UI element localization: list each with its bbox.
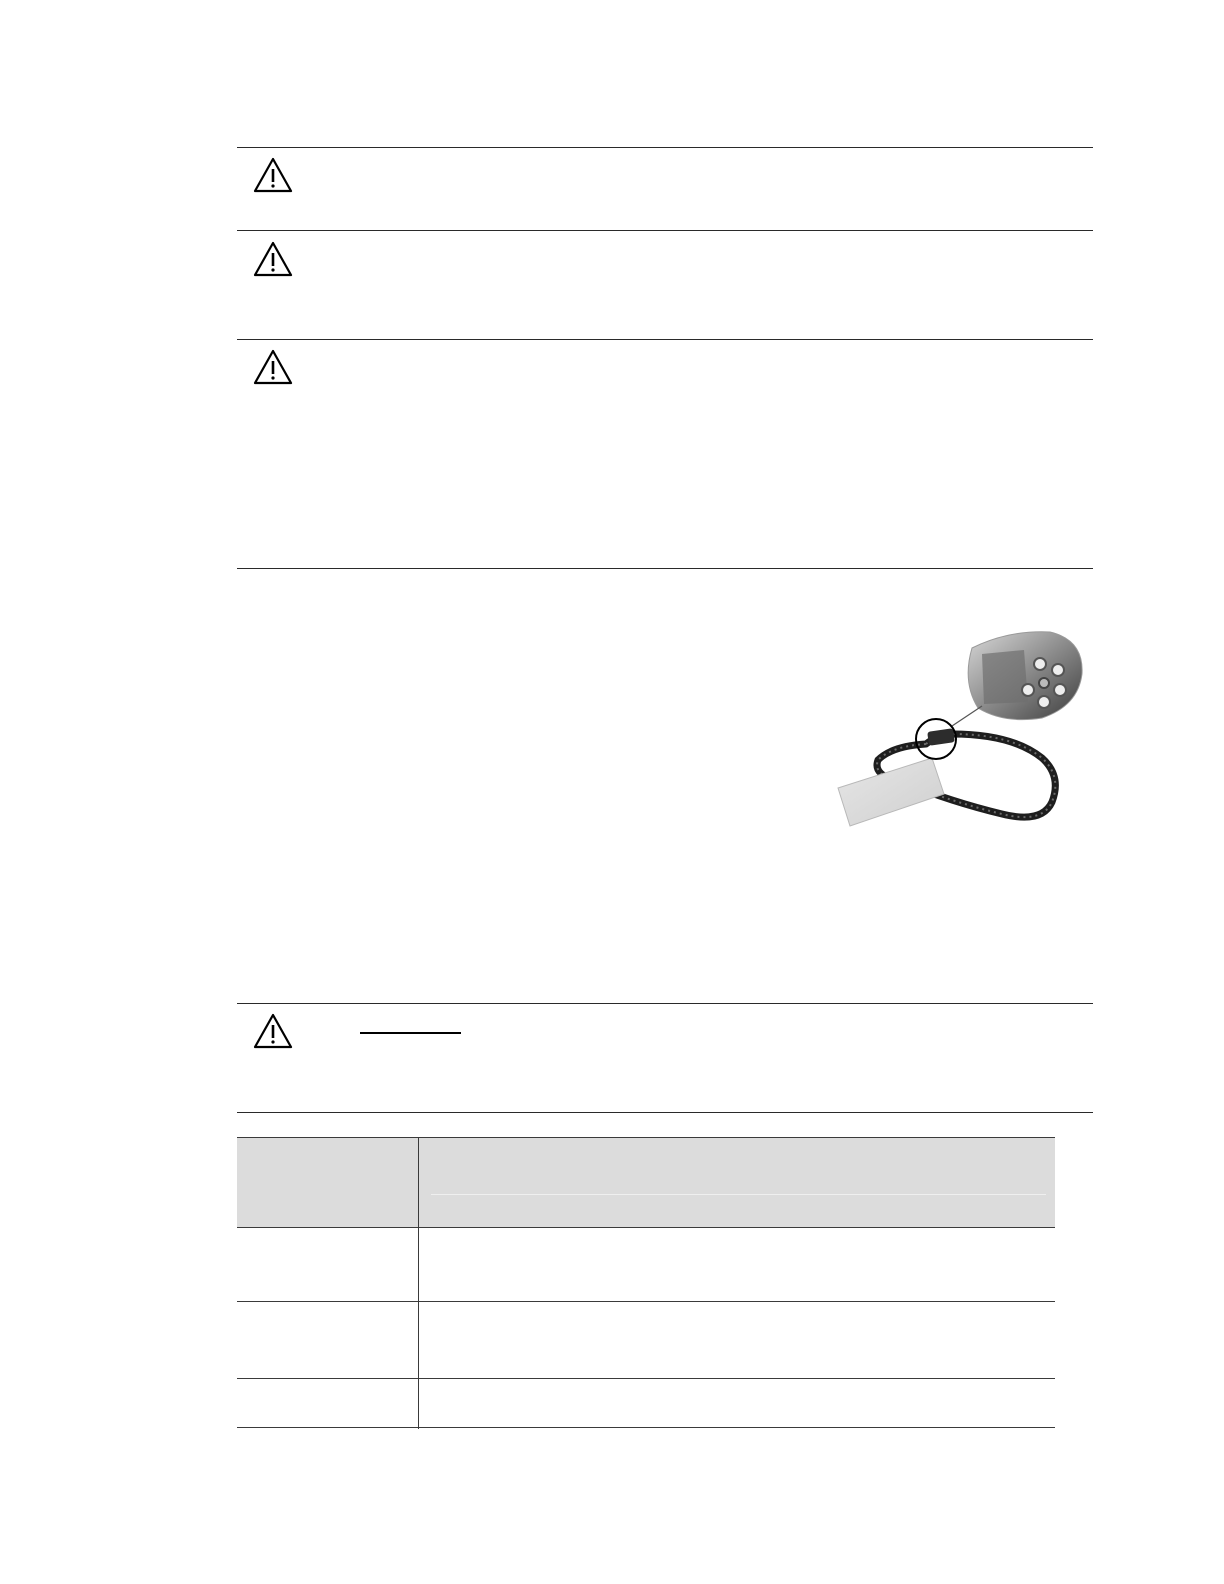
- row-divider: [237, 1378, 1055, 1379]
- warning-triangle-icon: [252, 348, 294, 386]
- section-rule: [237, 230, 1093, 231]
- warning-triangle-icon: [252, 240, 294, 278]
- row-divider: [237, 1427, 1055, 1428]
- table-header-row: [237, 1137, 1055, 1228]
- section-rule: [237, 147, 1093, 148]
- cable-connector-figure: [832, 626, 1094, 836]
- section-rule: [237, 568, 1093, 569]
- underline-mark: [360, 1032, 461, 1034]
- section-rule: [237, 1003, 1093, 1004]
- column-divider: [418, 1137, 419, 1429]
- warning-triangle-icon: [252, 156, 294, 194]
- section-rule: [237, 339, 1093, 340]
- section-rule: [237, 1112, 1093, 1113]
- spec-table: [237, 1137, 1055, 1429]
- row-divider: [237, 1301, 1055, 1302]
- warning-triangle-icon: [252, 1012, 294, 1050]
- header-sub-line: [431, 1194, 1046, 1195]
